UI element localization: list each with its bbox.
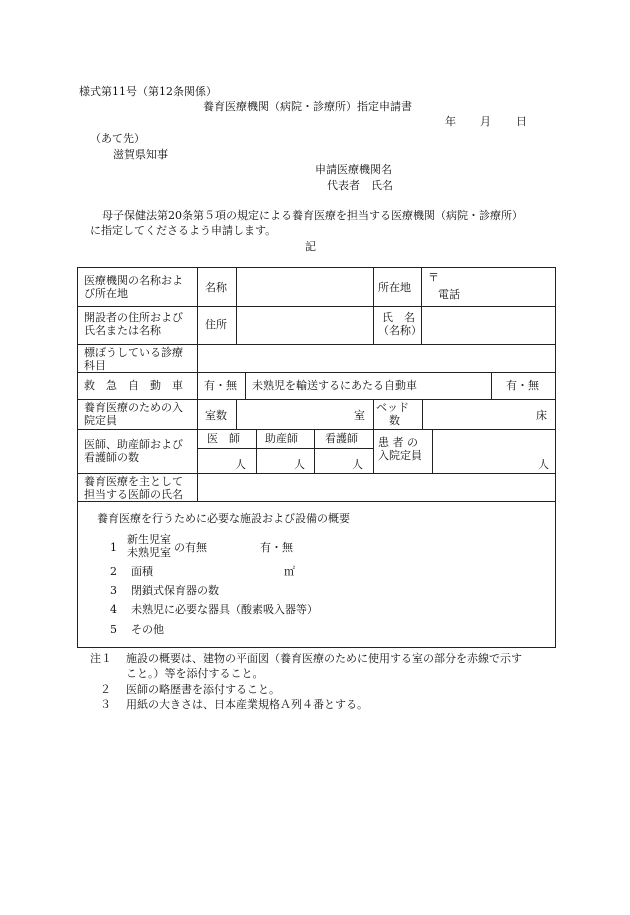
note-3-text: 用紙の大きさは、日本産業規格Ａ列４番とする。 (126, 698, 368, 711)
nurse-unit: 人 (352, 458, 363, 471)
institution-label: 医療機関の名称およ び所在地 (84, 274, 183, 300)
facility-2-unit: ㎡ (284, 565, 295, 578)
nurse-header: 看護師 (325, 432, 358, 445)
facility-4-number: 4 (110, 603, 117, 616)
room-unit: 室 (354, 409, 365, 422)
staff-label: 医師、助産師および 看護師の数 (84, 438, 183, 464)
facility-1-rooms: 新生児室 未熟児室 (127, 533, 171, 559)
date-year: 年 (445, 115, 456, 128)
founder-label: 開設者の住所および 氏名または名称 (84, 311, 183, 337)
body-line-2: に指定してくださるよう申請します。 (90, 224, 277, 237)
facility-3-label: 閉鎖式保育器の数 (131, 584, 219, 597)
date-day: 日 (516, 115, 527, 128)
addressee-label: （あて先） (90, 132, 145, 145)
body-line-1: 母子保健法第20条第５項の規定による養育医療を担当する医療機関（病院・診療所） (102, 209, 523, 222)
ambulance-yesno: 有・無 (204, 379, 237, 392)
note-1-line-2: こと。）等を添付すること。 (126, 667, 264, 680)
midwife-header: 助産師 (265, 432, 298, 445)
founder-name-label: 氏 名 （名称） (378, 311, 422, 337)
patients-unit: 人 (538, 458, 549, 471)
facility-2-label: 面積 (131, 565, 153, 578)
doctor-header: 医 師 (207, 432, 240, 445)
form-number: 様式第11号（第12条関係） (79, 85, 217, 98)
applicant-rep-label: 代表者 氏名 (327, 179, 393, 192)
facilities-title: 養育医療を行うために必要な施設および設備の概要 (97, 512, 350, 525)
addressee-name: 滋賀県知事 (113, 148, 168, 161)
bed-unit: 床 (536, 409, 547, 422)
doctor-unit: 人 (235, 458, 246, 471)
phone-label: 電話 (438, 288, 460, 301)
date-month: 月 (480, 115, 491, 128)
facility-1-yesno: 有・無 (260, 541, 293, 554)
transport-yesno: 有・無 (506, 379, 539, 392)
facility-5-label: その他 (131, 623, 164, 636)
facility-2-number: 2 (110, 565, 117, 578)
departments-label: 標ぼうしている診療 科目 (84, 346, 183, 372)
ambulance-label: 救 急 自 動 車 (84, 379, 183, 392)
beds-label: ベッド 数 (376, 401, 409, 427)
note-1-label: 注１ (90, 652, 112, 665)
postal-mark: 〒 (428, 271, 439, 284)
note-3-label: ３ (100, 698, 111, 711)
facility-1-number: 1 (110, 541, 117, 554)
page-title: 養育医療機関（病院・診療所）指定申請書 (203, 100, 412, 113)
location-label: 所在地 (378, 281, 411, 294)
founder-address-label: 住所 (205, 318, 227, 331)
rooms-label: 室数 (205, 409, 227, 422)
facility-1-suffix: の有無 (174, 541, 207, 554)
facility-4-label: 未熟児に必要な器具（酸素吸入器等） (131, 603, 318, 616)
application-table (77, 267, 556, 648)
capacity-label: 養育医療のための入 院定員 (84, 401, 183, 427)
note-2-label: ２ (100, 683, 111, 696)
note-1-line-1: 施設の概要は、建物の平面図（養育医療のために使用する室の部分を赤線で示す (126, 652, 522, 665)
applicant-org-label: 申請医療機関名 (315, 163, 392, 176)
institution-name-label: 名称 (205, 281, 227, 294)
note-2-text: 医師の略歴書を添付すること。 (126, 683, 280, 696)
patients-label: 患 者 の 入院定員 (378, 436, 422, 462)
ki-marker: 記 (305, 240, 316, 253)
midwife-unit: 人 (294, 458, 305, 471)
facility-3-number: 3 (110, 584, 117, 597)
transport-label: 未熟児を輸送するにあたる自動車 (252, 379, 417, 392)
facility-5-number: 5 (110, 623, 117, 636)
lead-doctor-label: 養育医療を主として 担当する医師の氏名 (84, 475, 183, 501)
